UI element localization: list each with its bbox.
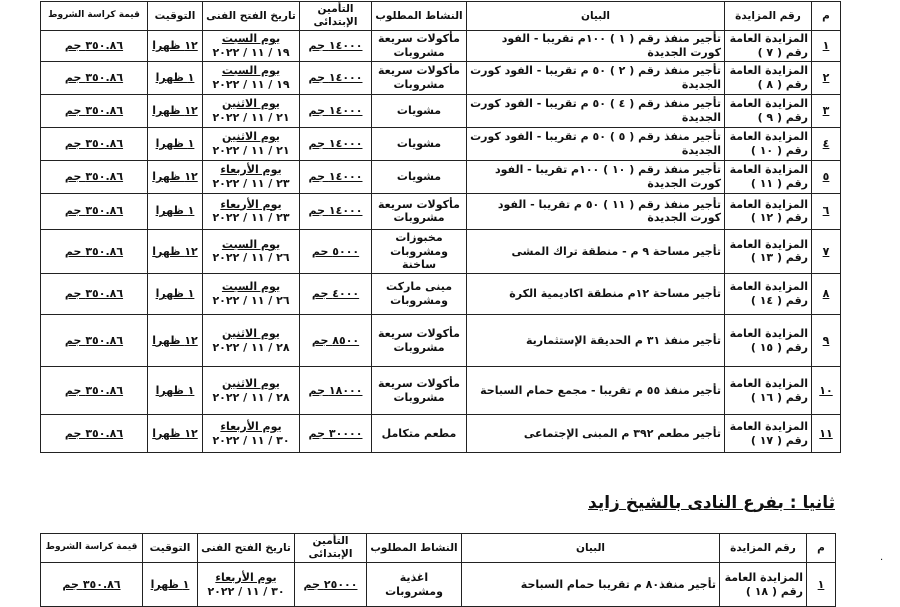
opening-time-text: ١٢ ظهرا: [152, 169, 198, 183]
conditions-booklet-price: [41, 61, 148, 94]
required-activity: مشويات: [372, 94, 467, 127]
opening-date: [203, 415, 300, 453]
row-number: [812, 94, 841, 127]
header-num: م: [807, 534, 836, 563]
table-row: [41, 315, 841, 367]
required-activity: مأكولات سريعة مشروبات: [372, 193, 467, 229]
initial-deposit: [300, 367, 372, 415]
opening-day: يوم الاثنين: [222, 130, 280, 143]
opening-day: يوم الأربعاء: [220, 197, 282, 211]
opening-time: [148, 127, 203, 160]
item-description: تأجير منفذ ٥٥ م تقريبا - مجمع حمام السباحة: [467, 367, 725, 415]
table-row: [41, 274, 841, 315]
initial-deposit-text: ٤٠٠٠ جم: [311, 287, 360, 301]
conditions-booklet-price-text: ٣٥٠.٨٦ جم: [64, 39, 124, 53]
opening-time: [148, 229, 203, 273]
initial-deposit: [300, 61, 372, 94]
initial-deposit: [300, 315, 372, 367]
conditions-booklet-price: [41, 229, 148, 273]
table-header-row: [41, 2, 841, 31]
auction-number: المزايدة العامة رقم ( ١٦ ): [725, 367, 812, 415]
opening-time-text: ١ ظهرا: [155, 204, 195, 218]
table-header-row: [41, 534, 836, 563]
row-number: [812, 229, 841, 273]
opening-time: [148, 415, 203, 453]
table-row: [41, 229, 841, 273]
section-title-sheikh-zayed: ثانيا : بفرع النادى بالشيخ زايد: [588, 493, 835, 513]
item-description: تأجير مطعم ٣٩٢ م المبنى الإجتماعى: [467, 415, 725, 453]
table-row: [41, 127, 841, 160]
opening-time-text: ١ ظهرا: [150, 577, 190, 591]
initial-deposit: [300, 229, 372, 273]
conditions-booklet-price-text: ٣٥٠.٨٦ جم: [64, 333, 124, 347]
opening-time: [148, 31, 203, 62]
conditions-booklet-price-text: ٣٥٠.٨٦ جم: [64, 244, 124, 258]
conditions-booklet-price: [41, 274, 148, 315]
opening-date-value: ٢٨ / ١١ / ٢٠٢٢: [212, 340, 290, 354]
auction-number: المزايدة العامة رقم ( ٧ ): [725, 31, 812, 62]
table-row: [41, 61, 841, 94]
header-time: التوقيت: [148, 2, 203, 31]
required-activity: مأكولات سريعة مشروبات: [372, 61, 467, 94]
header-description: البيان: [462, 534, 720, 563]
table-row: [41, 94, 841, 127]
initial-deposit: [295, 563, 367, 607]
conditions-booklet-price: [41, 160, 148, 193]
opening-time: [148, 367, 203, 415]
opening-date-value: ٢١ / ١١ / ٢٠٢٢: [212, 143, 290, 157]
opening-date-value: ١٩ / ١١ / ٢٠٢٢: [212, 77, 290, 91]
auction-number: المزايدة العامة رقم ( ١٢ ): [725, 193, 812, 229]
header-price: قيمة كراسة الشروط: [41, 2, 148, 31]
header-auction: رقم المزايدة: [725, 2, 812, 31]
required-activity: مشويات: [372, 160, 467, 193]
opening-date: [203, 61, 300, 94]
initial-deposit: [300, 274, 372, 315]
opening-date-value: ٣٠ / ١١ / ٢٠٢٢: [207, 584, 285, 598]
item-description: تأجير منفذ٨٠ م تقريبا حمام السباحة: [462, 563, 720, 607]
conditions-booklet-price: [41, 31, 148, 62]
auction-number: المزايدة العامة رقم ( ١١ ): [725, 160, 812, 193]
opening-date: [203, 31, 300, 62]
table-row: [41, 367, 841, 415]
opening-date: [203, 315, 300, 367]
header-num: م: [812, 2, 841, 31]
item-description: تأجير منفذ رقم ( ٤ ) ٥٠ م تقريبا - الفود كورت الجديدة: [467, 94, 725, 127]
initial-deposit: [300, 193, 372, 229]
header-deposit: التأمين الإبتدائى: [295, 534, 367, 563]
conditions-booklet-price: [41, 127, 148, 160]
header-activity: النشاط المطلوب: [367, 534, 462, 563]
opening-time-text: ١٢ ظهرا: [152, 103, 198, 117]
opening-date: [198, 563, 295, 607]
opening-day: يوم السبت: [221, 237, 281, 251]
conditions-booklet-price-text: ٣٥٠.٨٦ جم: [64, 287, 124, 301]
opening-date-value: ٢٣ / ١١ / ٢٠٢٢: [212, 211, 290, 225]
required-activity: اغذية ومشروبات: [367, 563, 462, 607]
row-number-text: ١١: [819, 426, 833, 440]
row-number-text: ٤: [822, 136, 830, 150]
header-description: البيان: [467, 2, 725, 31]
opening-day: يوم الاثنين: [222, 326, 280, 340]
auction-number: المزايدة العامة رقم ( ١٧ ): [725, 415, 812, 453]
row-number-text: ٥: [822, 169, 830, 183]
initial-deposit-text: ٢٥٠٠٠ جم: [303, 577, 358, 591]
initial-deposit-text: ١٤٠٠٠ جم: [308, 70, 363, 84]
opening-date: [203, 94, 300, 127]
header-deposit: التأمين الإبتدائى: [300, 2, 372, 31]
conditions-booklet-price: [41, 563, 143, 607]
header-price: قيمة كراسة الشروط: [41, 534, 143, 563]
required-activity: مأكولات سريعة مشروبات: [372, 31, 467, 62]
item-description: تأجير منفذ رقم ( ١ ) ١٠٠م تقريبا - الفود كورت الجديدة: [467, 31, 725, 62]
initial-deposit-text: ٣٠٠٠٠ جم: [308, 426, 363, 440]
opening-time-text: ١٢ ظهرا: [152, 244, 198, 258]
table-row: [41, 31, 841, 62]
opening-day: يوم السبت: [221, 32, 281, 46]
initial-deposit-text: ٨٥٠٠ جم: [311, 333, 360, 347]
row-number: [812, 315, 841, 367]
opening-day: يوم الأربعاء: [215, 571, 277, 584]
required-activity: مينى ماركت ومشروبات: [372, 274, 467, 315]
conditions-booklet-price: [41, 193, 148, 229]
item-description: تأجير منفذ رقم ( ٢ ) ٥٠ م تقريبا - الفود كورت الجديدة: [467, 61, 725, 94]
auction-number: المزايدة العامة رقم ( ١٣ ): [725, 229, 812, 273]
opening-time-text: ١ ظهرا: [155, 70, 195, 84]
opening-day: يوم الاثنين: [222, 376, 280, 390]
opening-date-value: ٢٣ / ١١ / ٢٠٢٢: [212, 176, 290, 190]
initial-deposit: [300, 127, 372, 160]
item-description: تأجير منفذ رقم ( ١١ ) ٥٠ م تقريبا - الفود كورت الجديدة: [467, 193, 725, 229]
opening-time-text: ١٢ ظهرا: [152, 426, 198, 440]
opening-day: يوم السبت: [221, 64, 281, 77]
auctions-table: [40, 1, 841, 453]
conditions-booklet-price-text: ٣٥٠.٨٦ جم: [64, 103, 124, 117]
conditions-booklet-price-text: ٣٥٠.٨٦ جم: [64, 204, 124, 218]
opening-date-value: ٣٠ / ١١ / ٢٠٢٢: [212, 433, 290, 447]
initial-deposit-text: ١٤٠٠٠ جم: [308, 169, 363, 183]
table-row: [41, 563, 836, 607]
initial-deposit-text: ١٤٠٠٠ جم: [308, 204, 363, 218]
header-time: التوقيت: [143, 534, 198, 563]
item-description: تأجير منفذ رقم ( ١٠ ) ١٠٠م تقريبا - الفود كورت الجديدة: [467, 160, 725, 193]
opening-date: [203, 127, 300, 160]
required-activity: مطعم متكامل: [372, 415, 467, 453]
opening-date-value: ٢٦ / ١١ / ٢٠٢٢: [212, 294, 290, 307]
row-number: [812, 274, 841, 315]
conditions-booklet-price-text: ٣٥٠.٨٦ جم: [64, 136, 124, 150]
header-opening-date: تاريخ الفتح الفنى: [198, 534, 295, 563]
initial-deposit-text: ١٨٠٠٠ جم: [308, 383, 363, 397]
row-number-text: ٣: [822, 103, 830, 117]
initial-deposit: [300, 94, 372, 127]
opening-time-text: ١٢ ظهرا: [152, 39, 198, 53]
auction-number: المزايدة العامة رقم ( ٨ ): [725, 61, 812, 94]
row-number: [812, 31, 841, 62]
row-number: [812, 415, 841, 453]
conditions-booklet-price-text: ٣٥٠.٨٦ جم: [64, 70, 124, 84]
conditions-booklet-price-text: ٣٥٠.٨٦ جم: [64, 426, 124, 440]
margin-mark: ·: [880, 555, 884, 566]
row-number: [812, 61, 841, 94]
opening-day: يوم السبت: [221, 280, 281, 294]
auction-number: المزايدة العامة رقم ( ١٠ ): [725, 127, 812, 160]
auction-number: المزايدة العامة رقم ( ٩ ): [725, 94, 812, 127]
opening-time: [148, 315, 203, 367]
opening-time-text: ١ ظهرا: [155, 287, 195, 301]
opening-day: يوم الأربعاء: [220, 163, 282, 176]
initial-deposit: [300, 160, 372, 193]
conditions-booklet-price-text: ٣٥٠.٨٦ جم: [64, 169, 124, 183]
table-row: [41, 193, 841, 229]
opening-date-value: ٢٨ / ١١ / ٢٠٢٢: [212, 390, 290, 404]
header-auction: رقم المزايدة: [720, 534, 807, 563]
opening-day: يوم الاثنين: [222, 97, 280, 110]
opening-time: [148, 274, 203, 315]
conditions-booklet-price: [41, 315, 148, 367]
opening-time-text: ١ ظهرا: [155, 136, 195, 150]
conditions-booklet-price-text: ٣٥٠.٨٦ جم: [64, 383, 124, 397]
opening-time: [148, 193, 203, 229]
opening-time: [143, 563, 198, 607]
initial-deposit: [300, 415, 372, 453]
sheikh-zayed-table: [40, 533, 836, 607]
row-number: [812, 193, 841, 229]
conditions-booklet-price: [41, 415, 148, 453]
opening-time-text: ١٢ ظهرا: [152, 333, 198, 347]
row-number-text: ٩: [822, 333, 830, 347]
opening-date: [203, 274, 300, 315]
conditions-booklet-price: [41, 94, 148, 127]
opening-date-value: ٢١ / ١١ / ٢٠٢٢: [212, 110, 290, 124]
opening-date: [203, 367, 300, 415]
item-description: تأجير مساحة ١٢م منطقة اكاديمية الكرة: [467, 274, 725, 315]
item-description: تأجير مساحة ٩ م - منطقة تراك المشى: [467, 229, 725, 273]
row-number: [812, 160, 841, 193]
opening-time-text: ١ ظهرا: [155, 383, 195, 397]
opening-date: [203, 160, 300, 193]
initial-deposit-text: ١٤٠٠٠ جم: [308, 103, 363, 117]
opening-time: [148, 61, 203, 94]
opening-date-value: ٢٦ / ١١ / ٢٠٢٢: [212, 251, 290, 265]
initial-deposit-text: ١٤٠٠٠ جم: [308, 39, 363, 53]
row-number: [812, 367, 841, 415]
initial-deposit: [300, 31, 372, 62]
opening-time: [148, 160, 203, 193]
row-number-text: ١٠: [819, 383, 833, 397]
initial-deposit-text: ٥٠٠٠ جم: [311, 244, 360, 258]
header-opening-date: تاريخ الفتح الفنى: [203, 2, 300, 31]
row-number: [812, 127, 841, 160]
opening-date: [203, 229, 300, 273]
auction-number: المزايدة العامة رقم ( ١٤ ): [725, 274, 812, 315]
row-number-text: ١: [817, 577, 825, 591]
row-number-text: ٦: [822, 204, 830, 218]
table-row: [41, 415, 841, 453]
required-activity: مأكولات سريعة مشروبات: [372, 367, 467, 415]
opening-day: يوم الأربعاء: [220, 419, 282, 433]
row-number-text: ٧: [822, 244, 830, 258]
row-number-text: ٢: [822, 70, 830, 84]
auction-number: المزايدة العامة رقم ( ١٥ ): [725, 315, 812, 367]
conditions-booklet-price: [41, 367, 148, 415]
conditions-booklet-price-text: ٣٥٠.٨٦ جم: [62, 577, 121, 591]
item-description: تأجير منفذ ٣١ م الحديقة الإستثمارية: [467, 315, 725, 367]
required-activity: مشويات: [372, 127, 467, 160]
required-activity: مخبوزات ومشروبات ساخنة: [372, 229, 467, 273]
row-number-text: ٨: [822, 287, 830, 301]
row-number: [807, 563, 836, 607]
auction-number: المزايدة العامة رقم ( ١٨ ): [720, 563, 807, 607]
opening-time: [148, 94, 203, 127]
header-activity: النشاط المطلوب: [372, 2, 467, 31]
required-activity: مأكولات سريعة مشروبات: [372, 315, 467, 367]
initial-deposit-text: ١٤٠٠٠ جم: [308, 136, 363, 150]
item-description: تأجير منفذ رقم ( ٥ ) ٥٠ م تقريبا - الفود كورت الجديدة: [467, 127, 725, 160]
row-number-text: ١: [822, 39, 830, 53]
opening-date: [203, 193, 300, 229]
opening-date-value: ١٩ / ١١ / ٢٠٢٢: [212, 46, 290, 59]
table-row: [41, 160, 841, 193]
